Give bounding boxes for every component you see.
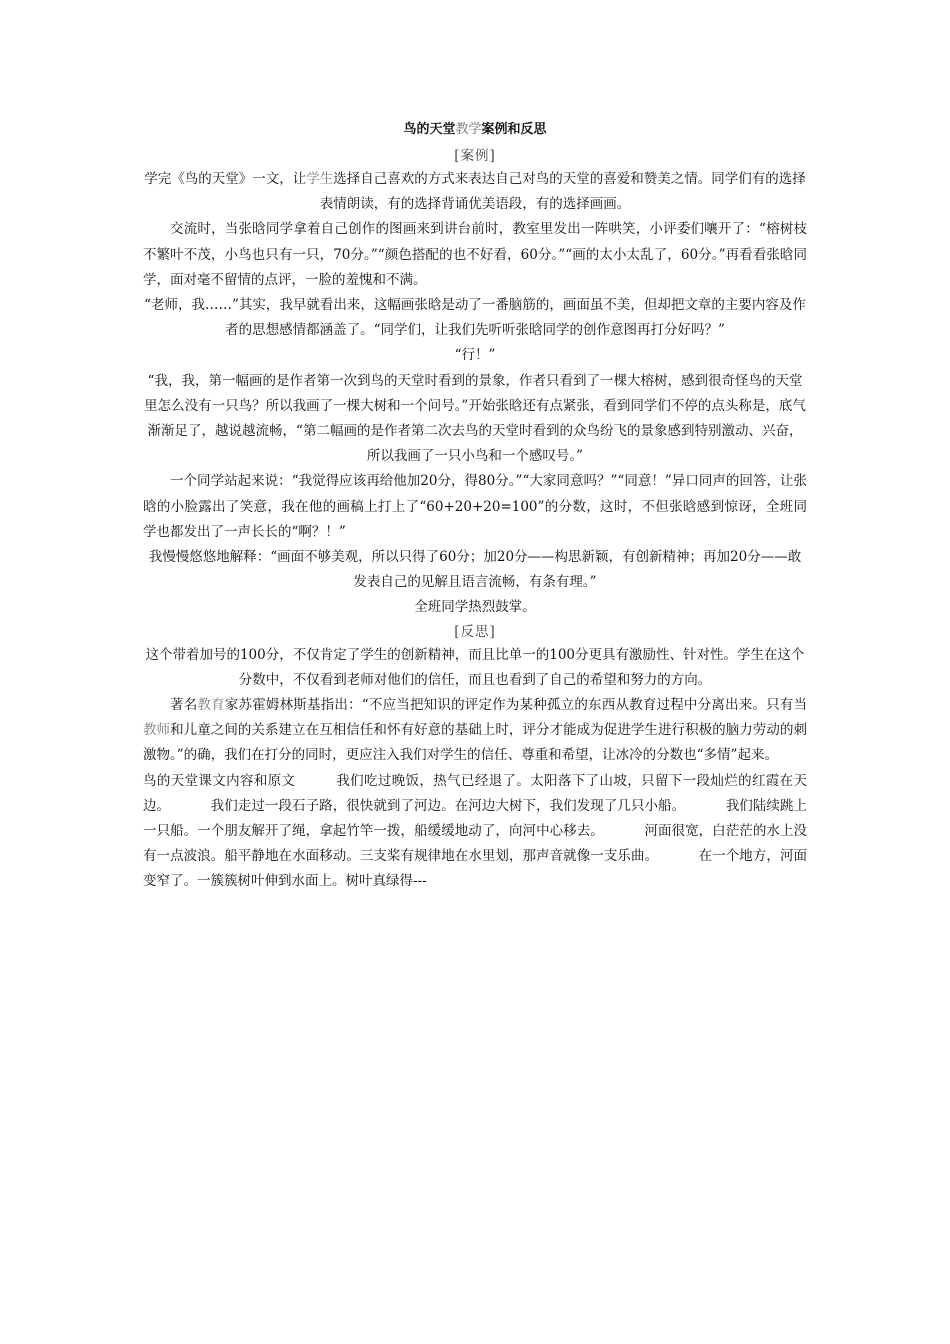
link-teacher[interactable]: 教师 [143, 722, 171, 739]
paragraph-2: 交流时，当张晗同学拿着自己创作的图画来到讲台前时，教室里发出一阵哄笑，小评委们嚷开了：“榕树枝不繁叶不茂，小鸟也只有一只，70分。”“颜色搭配的也不好看，60分。”“画的太小太乱了，60分。”再看看张晗同学，面对毫不留情的点评，一脸的羞愧和不满。 [143, 221, 807, 288]
paragraph-10-text-b: 家苏霍姆林斯基指出：“不应当把知识的评定作为某种孤立的东西从教育过程中分离出来。只有当 [224, 697, 808, 714]
paragraph-1-text-a: 学完《鸟的天堂》一文，让 [144, 171, 307, 187]
reflection-section-label: [反思] [454, 623, 496, 640]
paragraph-1 [143, 167, 807, 217]
title-link-teaching[interactable]: 教学 [455, 122, 482, 137]
original-text-sentence-1: 我们吃过晚饭，热气已经退了。太阳落下了山坡，只留下一段灿烂的红霞在天边。 [143, 772, 808, 814]
original-text-sentence-5: 在一个地方，河面变窄了。一簇簇树叶伸到水面上。树叶真绿得--- [143, 848, 808, 890]
paragraph-1-text-b: 选择自己喜欢的方式来表达自己对鸟的天堂的喜爱和赞美之情。同学们有的选择表情朗读，有的选择背诵优美语段，有的选择画画。 [319, 171, 806, 213]
paragraph-11 [143, 769, 807, 895]
original-text-heading: 鸟的天堂课文内容和原文 [143, 772, 296, 789]
document-body [143, 120, 807, 895]
page-title [143, 120, 807, 140]
case-section-label: [案例] [454, 148, 496, 164]
title-part-2: 案例和反思 [481, 122, 547, 137]
title-part-1: 鸟的天堂 [403, 122, 456, 137]
paragraph-9: 这个带着加号的100分，不仅肯定了学生的创新精神，而且比单一的100分更具有激励性、针对性。学生在这个分数中，不仅看到老师对他们的信任，而且也看到了自己的希望和努力的方向。 [145, 646, 805, 688]
paragraph-7: 我慢慢悠悠地解释：“画面不够美观，所以只得了60分；加20分——构思新颖，有创新精神；再加20分——敢发表自己的见解且语言流畅，有条有理。” [148, 549, 802, 591]
link-education[interactable]: 教育 [197, 697, 225, 714]
paragraph-10-text-a: 著名 [170, 697, 198, 714]
paragraph-4: “行！” [454, 347, 496, 364]
original-text-sentence-3: 我们陆续跳上一只船。一个朋友解开了绳，拿起竹竿一拨，船缓缓地动了，向河中心移去。 [143, 797, 808, 840]
paragraph-10 [143, 693, 807, 769]
paragraph-8: 全班同学热烈鼓掌。 [414, 599, 536, 616]
paragraph-3: “老师，我……”其实，我早就看出来，这幅画张晗是动了一番脑筋的，画面虽不美，但却把文章的主要内容及作者的思想感情都涵盖了。“同学们，让我们先听听张晗同学的创作意图再打分好吗？” [144, 297, 806, 339]
link-students[interactable]: 学生 [306, 171, 334, 187]
paragraph-5: “我，我，第一幅画的是作者第一次到鸟的天堂时看到的景象，作者只看到了一棵大榕树，感到很奇怪鸟的天堂里怎么没有一只鸟？所以我画了一棵大树和一个问号。”开始张晗还有点紧张，看到同学们不停的点头称是，底气渐渐足了，越说越流畅，“第二幅画的是作者第二次去鸟的天堂时看到的众鸟纷飞的景象感到特别激动、兴奋，所以我画了一只小鸟和一个感叹号。” [144, 372, 806, 465]
paragraph-10-text-c: 和儿童之间的关系建立在互相信任和怀有好意的基础上时，评分才能成为促进学生进行积极的脑力劳动的刺激物。”的确，我们在打分的同时，更应注入我们对学生的信任、尊重和希望，让冰冷的分数也“多情”起来。 [143, 722, 808, 764]
paragraph-6: 一个同学站起来说：“我觉得应该再给他加20分，得80分。”“大家同意吗？”“同意！”异口同声的回答，让张晗的小脸露出了笑意，我在他的画稿上打上了“60+20+20=100”的分数，这时，不但张晗感到惊讶，全班同学也都发出了一声长长的“啊？！” [143, 473, 807, 540]
original-text-sentence-4: 河面很宽，白茫茫的水上没有一点波浪。船平静地在水面移动。三支桨有规律地在水里划，那声音就像一支乐曲。 [143, 823, 808, 865]
original-text-sentence-2: 我们走过一段石子路，很快就到了河边。在河边大树下，我们发现了几只小船。 [210, 797, 686, 814]
